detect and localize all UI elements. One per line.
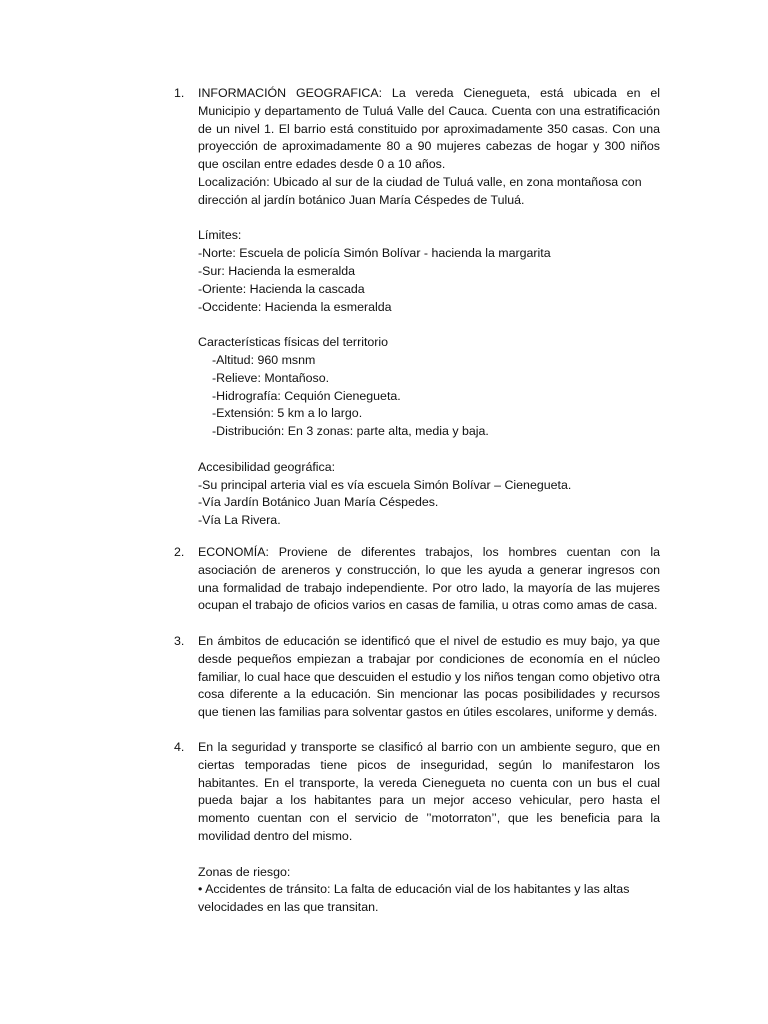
- feature-line: -Relieve: Montañoso.: [212, 370, 330, 385]
- economy-paragraph: ECONOMÍA: Proviene de diferentes trabajos, los hombres cuentan con la asociación de areneros y construcción, lo que les ayuda a generar ingresos con una formalidad de trabajo independiente. Por otro lado, la mayoría de las mujeres ocupan el trabajo de oficios varios en casas de familia, u otras como amas de casa.: [198, 545, 660, 613]
- risk-zones-heading: Zonas de riesgo:: [198, 864, 291, 879]
- feature-line: -Extensión: 5 km a lo largo.: [212, 406, 363, 421]
- feature-line: -Distribución: En 3 zonas: parte alta, media y baja.: [212, 424, 489, 439]
- item-number: 4.: [174, 740, 185, 754]
- list-item-2: [174, 544, 660, 615]
- accessibility-heading: Accesibilidad geográfica:: [198, 459, 336, 474]
- limit-line: -Oriente: Hacienda la cascada: [198, 281, 365, 296]
- feature-line: -Altitud: 960 msnm: [212, 352, 316, 367]
- item-number: 2.: [174, 545, 185, 559]
- list-item-4: [174, 739, 660, 917]
- list-item-3: [174, 633, 660, 722]
- feature-line: -Hidrografía: Cequión Cienegueta.: [212, 388, 401, 403]
- item-number: 3.: [174, 634, 185, 648]
- access-line: -Vía La Rivera.: [198, 513, 281, 528]
- location-paragraph: Localización: Ubicado al sur de la ciudad de Tuluá valle, en zona montañosa con dirección al jardín botánico Juan María Céspedes de Tuluá.: [198, 174, 642, 207]
- limit-line: -Sur: Hacienda la esmeralda: [198, 263, 356, 278]
- limit-line: -Norte: Escuela de policía Simón Bolívar - hacienda la margarita: [198, 246, 551, 261]
- item-number: 1.: [174, 86, 185, 100]
- geographic-info-paragraph: INFORMACIÓN GEOGRAFICA: La vereda Cienegueta, está ubicada en el Municipio y departamento de Tuluá Valle del Cauca. Cuenta con una estratificación de un nivel 1. El barrio está constituido por aproximadamente 350 casas. Con una proyección de aproximadamente 80 a 90 mujeres cabezas de hogar y 300 niños que oscilan entre edades desde 0 a 10 años.: [198, 86, 660, 172]
- access-line: -Su principal arteria vial es vía escuela Simón Bolívar – Cienegueta.: [198, 477, 572, 492]
- list-item-1: [174, 85, 660, 530]
- security-transport-paragraph: En la seguridad y transporte se clasificó al barrio con un ambiente seguro, que en ciertas temporadas tiene picos de inseguridad, según lo manifestaron los habitantes. En el transporte, la vereda Cienegueta no cuenta con un bus el cual pueda bajar a los habitantes para un mejor acceso vehicular, pero hasta el momento cuentan con el servicio de ’’motorraton’’, que les beneficia para la movilidad dentro del mismo.: [198, 740, 660, 843]
- limit-line: -Occidente: Hacienda la esmeralda: [198, 299, 392, 314]
- limits-heading: Límites:: [198, 228, 242, 243]
- physical-features-heading: Características físicas del territorio: [198, 335, 389, 350]
- access-line: -Vía Jardín Botánico Juan María Céspedes.: [198, 495, 439, 510]
- risk-bullet: • Accidentes de tránsito: La falta de educación vial de los habitantes y las altas velocidades en las que transitan.: [198, 882, 630, 915]
- education-paragraph: En ámbitos de educación se identificó que el nivel de estudio es muy bajo, ya que desde pequeños empiezan a trabajar por condiciones de economía en el núcleo familiar, lo cual hace que descuiden el estudio y los niños tengan como objetivo otra cosa diferente a la educación. Sin mencionar las pocas posibilidades y recursos que tienen las familias para solventar gastos en útiles escolares, uniforme y demás.: [198, 634, 660, 720]
